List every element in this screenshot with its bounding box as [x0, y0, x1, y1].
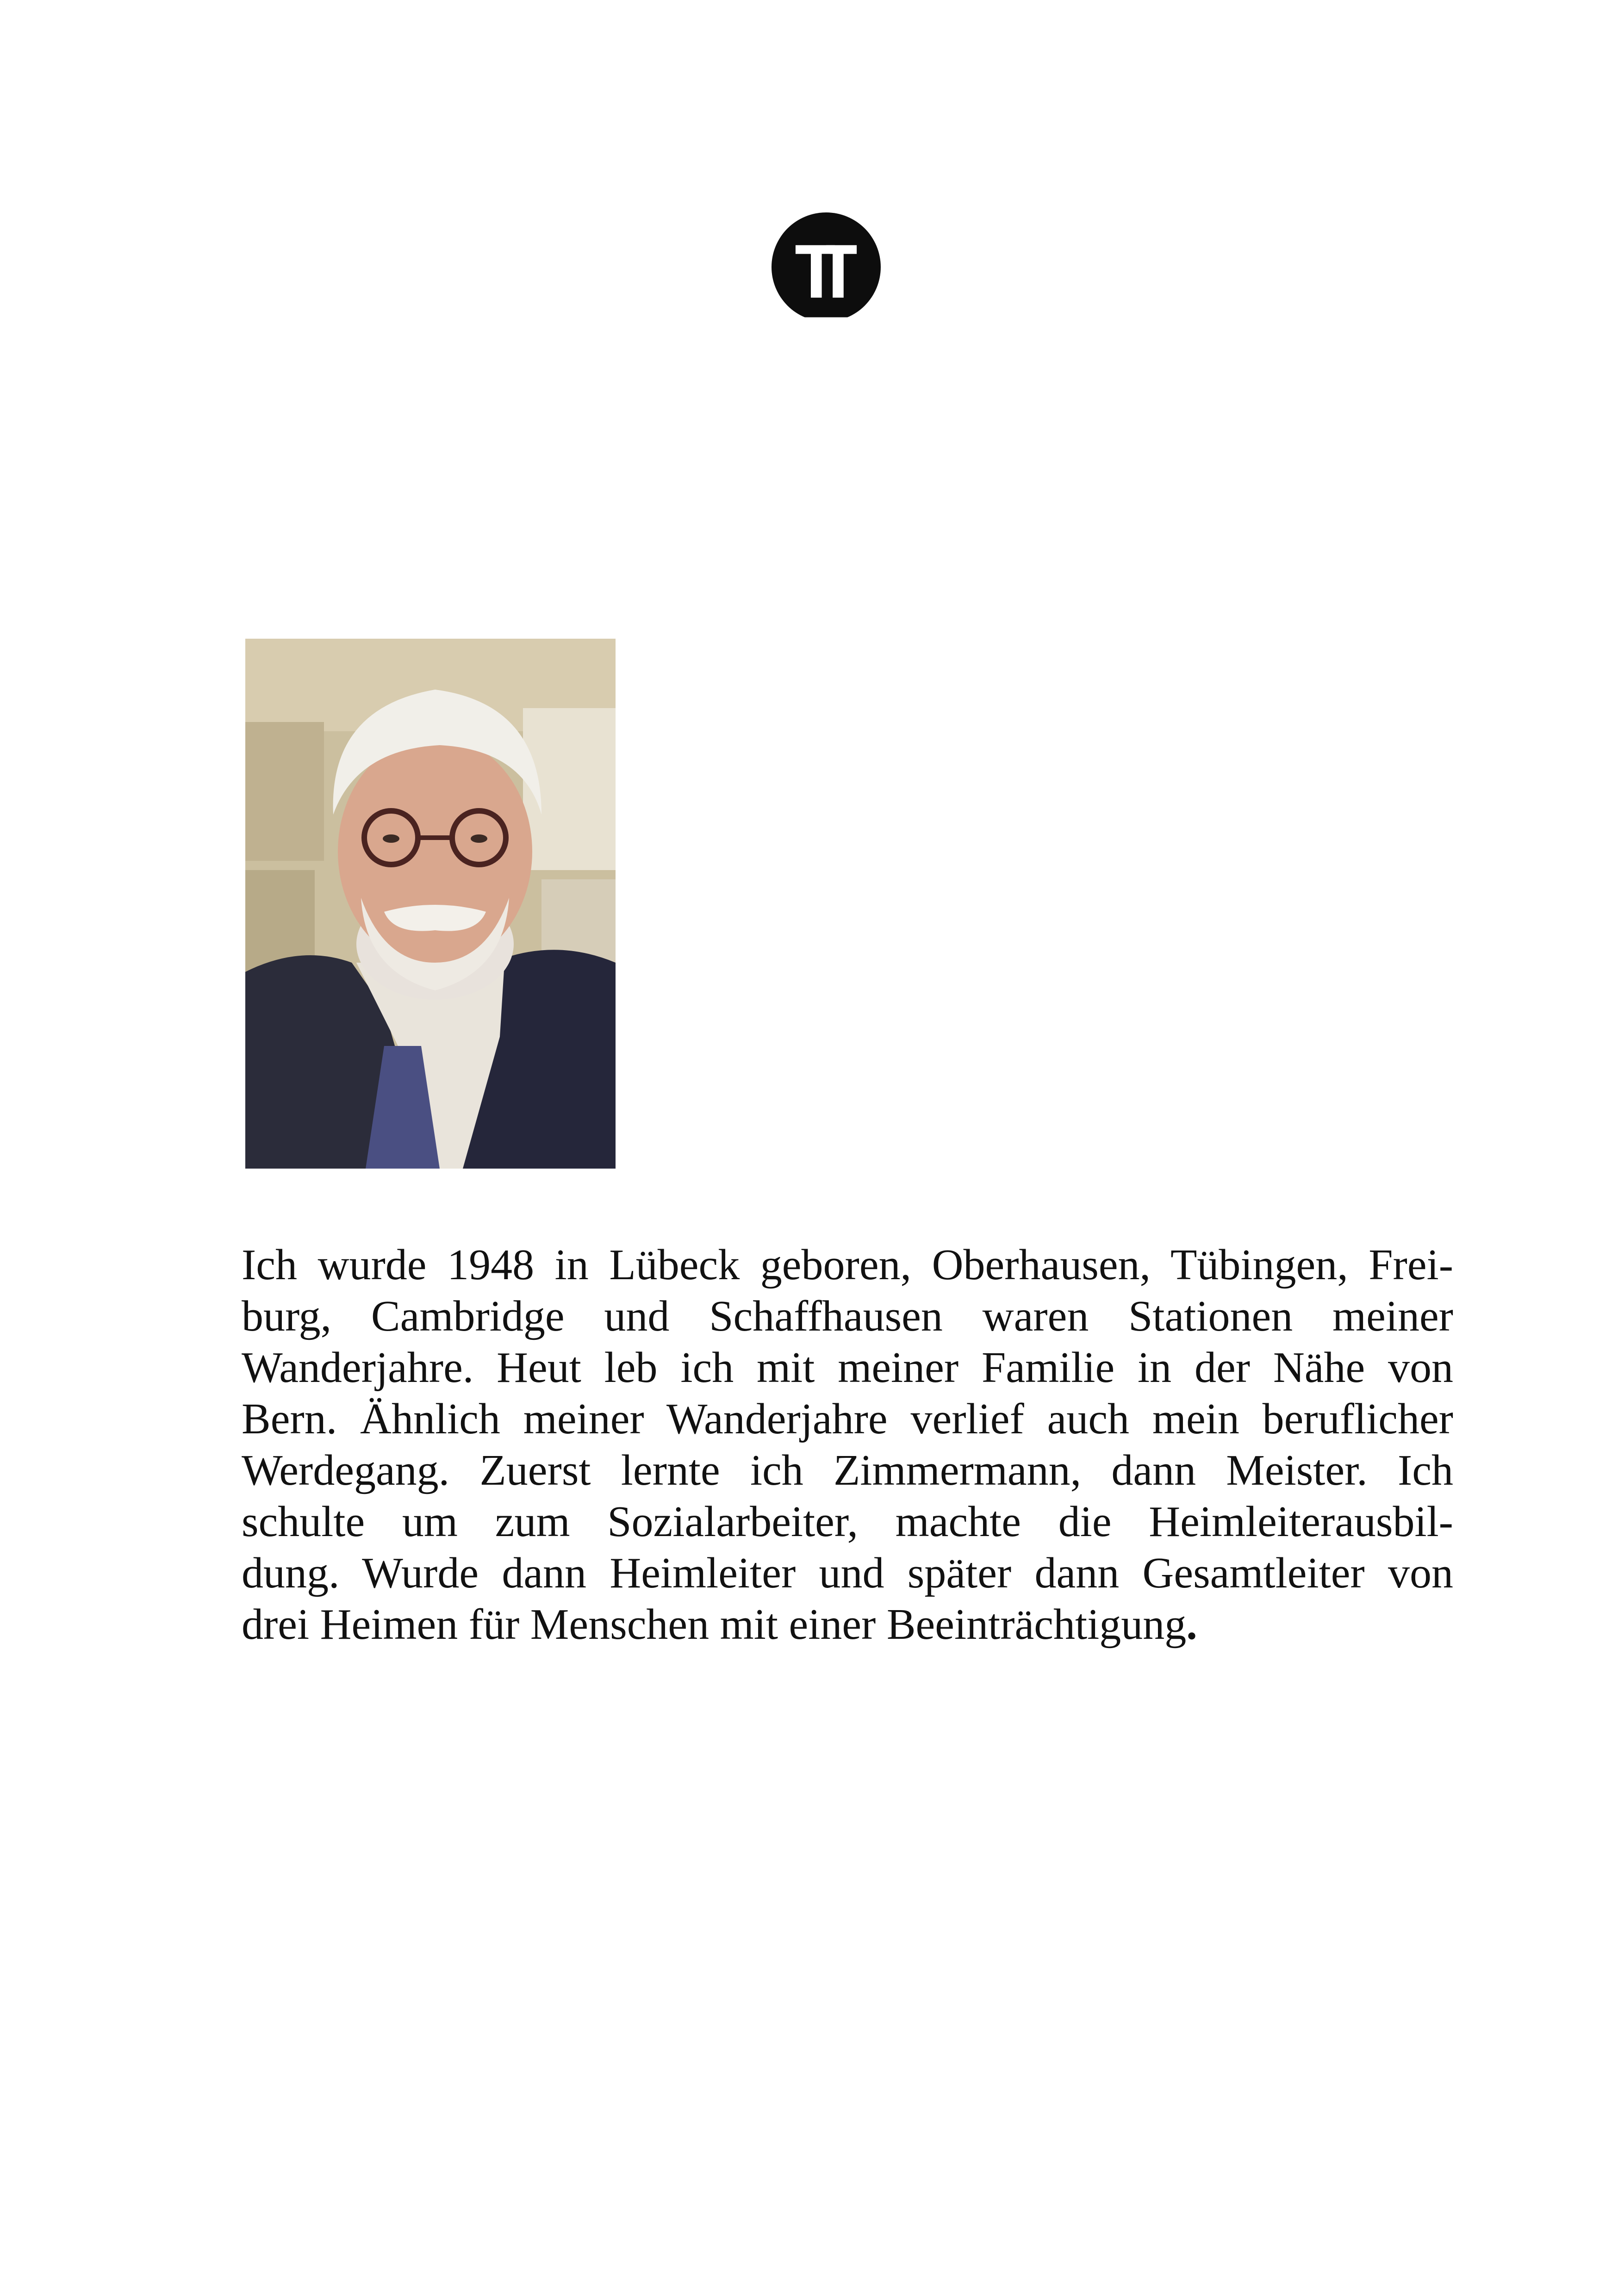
bio-line: Bern. Ähnlich meiner Wanderjahre verlief auch mein beruflicher	[242, 1395, 1453, 1443]
bio-end-punctuation: .	[1186, 1600, 1197, 1649]
author-portrait	[245, 639, 616, 1169]
bio-line: dung. Wurde dann Heimleiter und später dann Gesamtleiter von	[242, 1549, 1453, 1597]
bio-line: Ich wurde 1948 in Lübeck geboren, Oberhausen, Tübingen, Frei-	[242, 1241, 1453, 1289]
author-bio-text	[242, 1239, 1453, 1650]
bio-line: schulte um zum Sozialarbeiter, machte die Heimleiterausbil-	[242, 1498, 1453, 1546]
bio-last-line-text: drei Heimen für Menschen mit einer Beeinträchtigung	[242, 1600, 1187, 1649]
bio-line: burg, Cambridge und Schaffhausen waren Stationen meiner	[242, 1292, 1453, 1340]
publisher-logo-icon	[772, 212, 881, 322]
bio-line: Werdegang. Zuerst lernte ich Zimmermann, dann Meister. Ich	[242, 1446, 1453, 1494]
bio-last-line	[242, 1599, 1453, 1650]
bio-line: Wanderjahre. Heut leb ich mit meiner Familie in der Nähe von	[242, 1344, 1453, 1392]
